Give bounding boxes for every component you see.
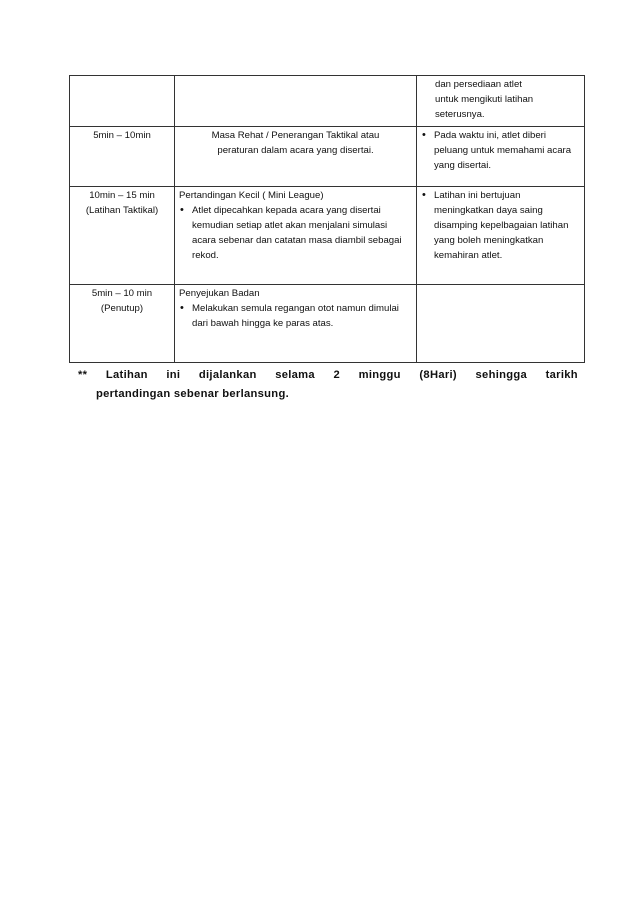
purpose-text-line: dan persediaan atlet xyxy=(435,79,522,90)
activity-bullet: • Atlet dipecahkan kepada acara yang disertai kemudian setiap atlet akan menjalani simulasi acara sebenar dan catatan masa diambil sebagai rekod. xyxy=(179,203,412,263)
note-word: 2 xyxy=(333,369,341,381)
purpose-list xyxy=(421,188,580,263)
activity-text-line: peraturan dalam acara yang disertai. xyxy=(217,145,374,156)
purpose-cell xyxy=(417,187,585,285)
time-label: 5min – 10min xyxy=(93,130,151,141)
purpose-cell xyxy=(417,285,585,363)
note-word: Latihan xyxy=(105,369,148,381)
note-line-1 xyxy=(78,366,578,385)
phase-label: (Latihan Taktikal) xyxy=(85,205,159,216)
purpose-text-line: untuk mengikuti latihan xyxy=(435,94,534,105)
activity-cell xyxy=(175,127,417,187)
purpose-list xyxy=(421,128,580,173)
note-word: minggu xyxy=(358,369,401,381)
time-cell xyxy=(70,76,175,127)
time-label: 5min – 10 min xyxy=(91,288,153,299)
training-schedule-table xyxy=(69,75,585,363)
activity-list xyxy=(179,203,412,263)
activity-cell xyxy=(175,76,417,127)
note-line-2: pertandingan sebenar berlansung. xyxy=(96,388,289,400)
time-label: 10min – 15 min xyxy=(89,190,155,201)
time-cell xyxy=(70,187,175,285)
time-cell xyxy=(70,285,175,363)
phase-label: (Penutup) xyxy=(100,303,144,314)
activity-cell xyxy=(175,187,417,285)
note-word: tarikh xyxy=(545,369,578,381)
table-row xyxy=(70,187,585,285)
purpose-text-line: seterusnya. xyxy=(435,109,485,120)
activity-list xyxy=(179,301,412,331)
purpose-cell xyxy=(417,127,585,187)
time-cell xyxy=(70,127,175,187)
note-word: sehingga xyxy=(475,369,528,381)
purpose-bullet: • Pada waktu ini, atlet diberi peluang untuk memahami acara yang disertai. xyxy=(421,128,580,173)
activity-title: Penyejukan Badan xyxy=(179,288,260,299)
activity-title: Pertandingan Kecil ( Mini League) xyxy=(179,190,324,201)
note-word: selama xyxy=(275,369,315,381)
table-row xyxy=(70,127,585,187)
note-word: dijalankan xyxy=(198,369,257,381)
purpose-cell xyxy=(417,76,585,127)
training-duration-note xyxy=(78,366,578,404)
activity-cell xyxy=(175,285,417,363)
activity-text-line: Masa Rehat / Penerangan Taktikal atau xyxy=(211,130,380,141)
note-word: ** xyxy=(78,369,88,381)
note-word: (8Hari) xyxy=(419,369,457,381)
note-word: ini xyxy=(166,369,181,381)
table-row xyxy=(70,285,585,363)
table-row xyxy=(70,76,585,127)
purpose-bullet: • Latihan ini bertujuan meningkatkan daya saing disamping kepelbagaian latihan yang boleh meningkatkan kemahiran atlet. xyxy=(421,188,580,263)
activity-bullet: • Melakukan semula regangan otot namun dimulai dari bawah hingga ke paras atas. xyxy=(179,301,412,331)
